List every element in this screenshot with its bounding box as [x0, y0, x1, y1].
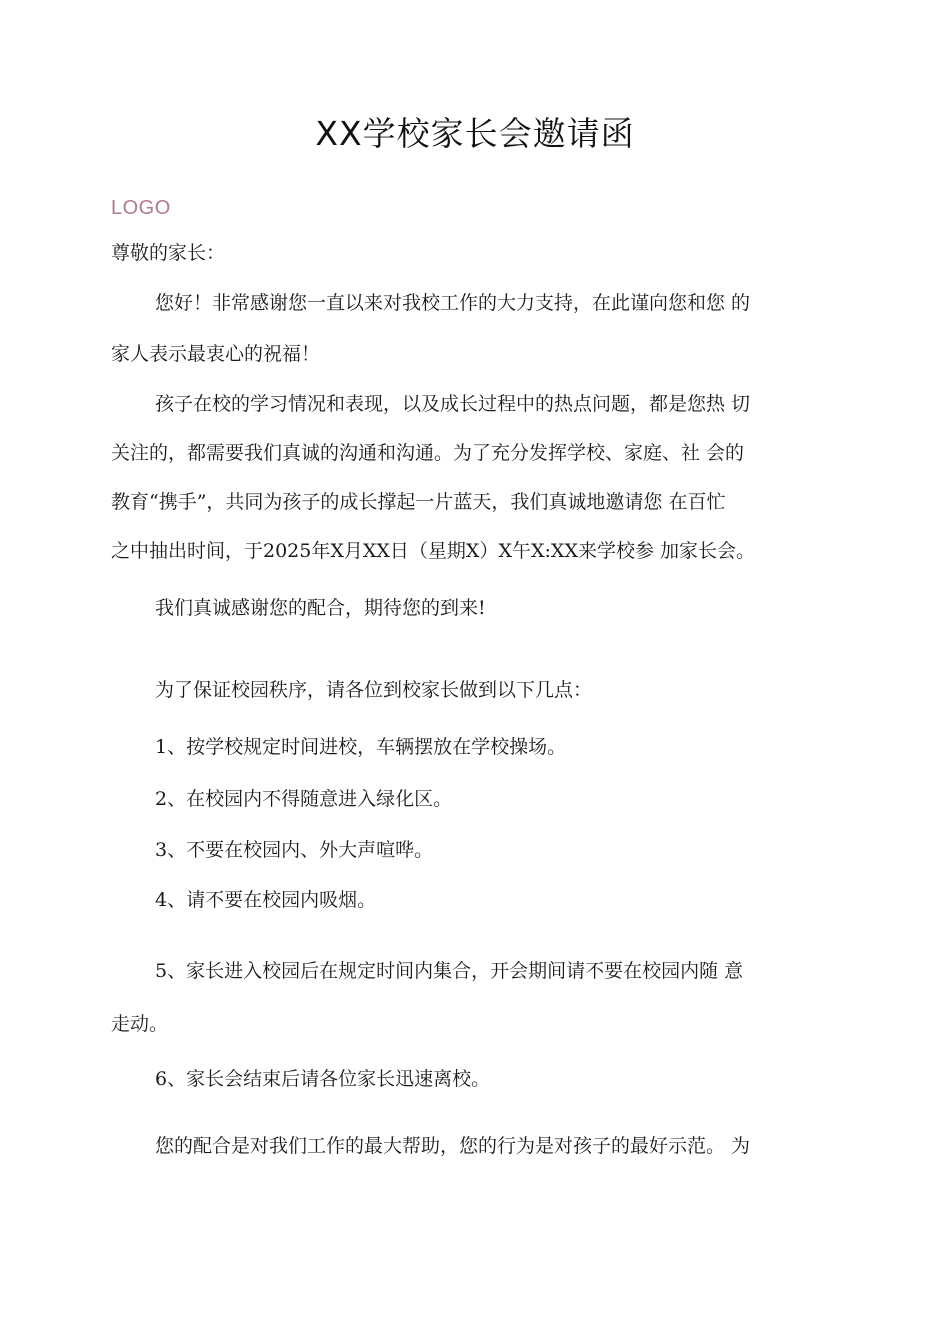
rule-item-continuation: 走动。 [111, 1013, 169, 1035]
rule-item: 6、家长会结束后请各位家长迅速离校。 [155, 1068, 491, 1090]
paragraph-line: 为了保证校园秩序，请各位到校家长做到以下几点： [155, 679, 593, 701]
logo-placeholder: LOGO [111, 197, 171, 219]
paragraph-line: 您好！非常感谢您一直以来对我校工作的大力支持，在此谨向您和您 的 [155, 292, 751, 314]
paragraph-line: 教育“携手”，共同为孩子的成长撑起一片蓝天，我们真诚地邀请您 在百忙 [111, 491, 726, 513]
document-title: XX学校家长会邀请函 [315, 114, 635, 153]
rule-item: 5、家长进入校园后在规定时间内集合，开会期间请不要在校园内随 意 [155, 960, 744, 982]
paragraph-line: 家人表示最衷心的祝福！ [111, 343, 321, 365]
paragraph-line: 我们真诚感谢您的配合，期待您的到来! [155, 597, 486, 619]
paragraph-line: 之中抽出时间，于2025年X月XX日（星期X）X午X:XX来学校参 加家长会。 [111, 540, 756, 562]
rule-item: 3、不要在校园内、外大声喧哗。 [155, 839, 434, 861]
salutation: 尊敬的家长： [111, 242, 226, 264]
rule-item: 2、在校园内不得随意进入绿化区。 [155, 788, 453, 810]
paragraph-line: 您的配合是对我们工作的最大帮助，您的行为是对孩子的最好示范。 为 [155, 1135, 751, 1157]
rule-item: 1、按学校规定时间进校，车辆摆放在学校操场。 [155, 736, 567, 758]
paragraph-line: 孩子在校的学习情况和表现，以及成长过程中的热点问题，都是您热 切 [155, 393, 751, 415]
rule-item: 4、请不要在校园内吸烟。 [155, 889, 377, 911]
paragraph-line: 关注的，都需要我们真诚的沟通和沟通。为了充分发挥学校、家庭、社 会的 [111, 442, 745, 464]
